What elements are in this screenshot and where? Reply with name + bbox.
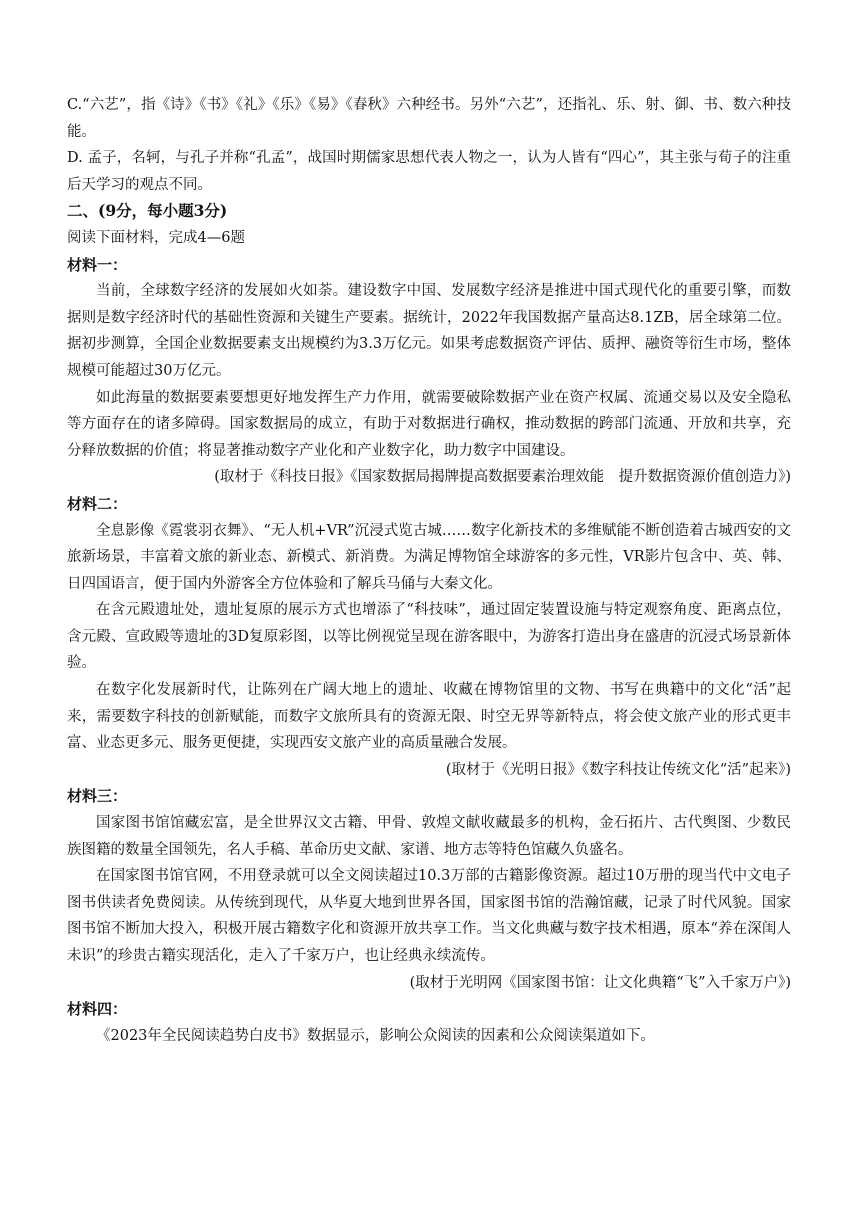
material-4-title: 材料四：	[67, 1000, 128, 1019]
material-3-paragraph: 国家图书馆馆藏宏富，是全世界汉文古籍、甲骨、敦煌文献收藏最多的机构，金石拓片、古代舆图、少数民族图籍的数量全国领先，名人手稿、革命历史文献、家谱、地方志等特色馆藏久负盛名。	[67, 815, 791, 858]
material-3-title: 材料三：	[67, 787, 128, 806]
material-3-source: (取材于光明网《国家图书馆：让文化典籍“飞”入千家万户》)	[409, 974, 791, 991]
material-4-paragraph: 《2023年全民阅读趋势白皮书》数据显示，影响公众阅读的因素和公众阅读渠道如下。	[96, 1027, 655, 1044]
section-heading: 二、(9分，每小题3分)	[67, 201, 228, 221]
option-d: D. 孟子，名轲，与孔子并称“孔孟”，战国时期儒家思想代表人物之一，认为人皆有“四心”，其主张与荀子的注重后天学习的观点不同。	[67, 150, 791, 193]
material-2-source: (取材于《光明日报》《数字科技让传统文化“活”起来》)	[445, 761, 791, 778]
option-c: C.“六艺”，指《诗》《书》《礼》《乐》《易》《春秋》六种经书。另外“六艺”，还指礼、乐、射、御、书、数六种技能。	[67, 97, 791, 140]
material-3-paragraph: 在国家图书馆官网，不用登录就可以全文阅读超过10.3万部的古籍影像资源。超过10万册的现当代中文电子图书供读者免费阅读。从传统到现代，从华夏大地到世界各国，国家图书馆的浩瀚馆藏，记录了时代风貌。国家图书馆不断加大投入，积极开展古籍数字化和资源开放共享工作。当文化典藏与数字技术相遇，原本“养在深闺人未识”的珍贵古籍实现活化，走入了千家万户，也让经典永续流传。	[67, 868, 791, 964]
material-1-paragraph: 当前，全球数字经济的发展如火如荼。建设数字中国、发展数字经济是推进中国式现代化的重要引擎，而数据则是数字经济时代的基础性资源和关键生产要素。据统计，2022年我国数据产量高达8.1ZB，居全球第二位。据初步测算，全国企业数据要素支出规模约为3.3万亿元。如果考虑数据资产评估、质押、融资等衍生市场，整体规模可能超过30万亿元。	[67, 283, 791, 379]
material-1-title: 材料一：	[67, 255, 128, 274]
page-content	[67, 92, 791, 1049]
section-instruction: 阅读下面材料，完成4—6题	[67, 229, 245, 246]
material-2-paragraph: 全息影像《霓裳羽衣舞》、“无人机+VR”沉浸式览古城……数字化新技术的多维赋能不断创造着古城西安的文旅新场景，丰富着文旅的新业态、新模式、新消费。为满足博物馆全球游客的多元性，VR影片包含中、英、韩、日四国语言，便于国内外游客全方位体验和了解兵马俑与大秦文化。	[67, 522, 791, 592]
material-1-paragraph: 如此海量的数据要素要想更好地发挥生产力作用，就需要破除数据产业在资产权属、流通交易以及安全隐私等方面存在的诸多障碍。国家数据局的成立，有助于对数据进行确权，推动数据的跨部门流通、开放和共享，充分释放数据的价值；将显著推动数字产业化和产业数字化，助力数字中国建设。	[67, 389, 791, 459]
material-2-title: 材料二：	[67, 494, 128, 513]
material-1-source: (取材于《科技日报》《国家数据局揭牌提高数据要素治理效能 提升数据资源价值创造力》)	[214, 469, 791, 486]
material-2-paragraph: 在含元殿遗址处，遗址复原的展示方式也增添了“科技味”，通过固定装置设施与特定观察角度、距离点位，含元殿、宣政殿等遗址的3D复原彩图，以等比例视觉呈现在游客眼中，为游客打造出身在盛唐的沉浸式场景新体验。	[67, 602, 791, 672]
material-2-paragraph: 在数字化发展新时代，让陈列在广阔大地上的遗址、收藏在博物馆里的文物、书写在典籍中的文化“活”起来，需要数字科技的创新赋能，而数字文旅所具有的资源无限、时空无界等新特点，将会使文旅产业的形式更丰富、业态更多元、服务更便捷，实现西安文旅产业的高质量融合发展。	[67, 682, 791, 752]
